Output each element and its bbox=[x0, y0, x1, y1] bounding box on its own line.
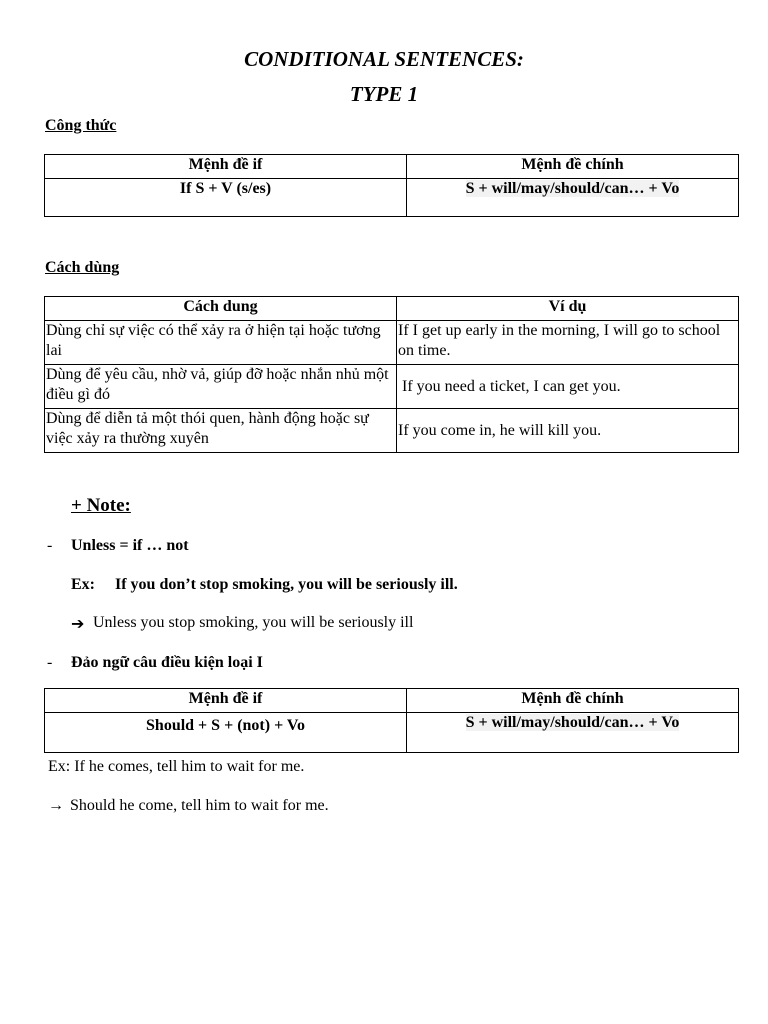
usage-cell: Dùng để diễn tả một thói quen, hành động hoặc sự việc xảy ra thường xuyên bbox=[45, 409, 397, 453]
unless-example: Unless you stop smoking, you will be seriously ill bbox=[93, 614, 414, 631]
arrow-right-icon: → bbox=[48, 797, 64, 814]
inversion-table bbox=[44, 688, 739, 753]
arrow-right-icon: ➔ bbox=[71, 616, 85, 633]
formula-table bbox=[44, 154, 739, 217]
example-sentence: If you don’t stop smoking, you will be seriously ill. bbox=[115, 576, 458, 593]
example-cell: If you come in, he will kill you. bbox=[397, 409, 739, 453]
table-row bbox=[45, 365, 739, 409]
inversion-result: Should he come, tell him to wait for me. bbox=[70, 797, 329, 814]
inversion-header-if: Mệnh đề if bbox=[45, 689, 407, 713]
section-heading-usage: Cách dùng bbox=[45, 259, 120, 276]
formula-header-if: Mệnh đề if bbox=[45, 155, 407, 179]
bullet-dash: - bbox=[47, 654, 53, 671]
page-subtitle: TYPE 1 bbox=[349, 82, 419, 106]
table-row bbox=[45, 321, 739, 365]
example-label: Ex: bbox=[71, 576, 95, 593]
page-title: CONDITIONAL SENTENCES: bbox=[244, 47, 524, 71]
inversion-main-text: S + will/may/should/can… + Vo bbox=[465, 714, 680, 731]
inversion-rule: Đảo ngữ câu điều kiện loại I bbox=[71, 654, 263, 671]
usage-header-example: Ví dụ bbox=[397, 297, 739, 321]
table-row bbox=[45, 409, 739, 453]
bullet-dash: - bbox=[47, 537, 53, 554]
note-heading: + Note: bbox=[71, 495, 131, 516]
usage-header-usage: Cách dung bbox=[45, 297, 397, 321]
formula-cell-main bbox=[407, 179, 739, 217]
usage-cell: Dùng chỉ sự việc có thể xảy ra ở hiện tại hoặc tương lai bbox=[45, 321, 397, 365]
usage-cell: Dùng để yêu cầu, nhờ vả, giúp đỡ hoặc nhắn nhủ một điều gì đó bbox=[45, 365, 397, 409]
example-cell: If I get up early in the morning, I will go to school on time. bbox=[397, 321, 739, 365]
section-heading-formula: Công thức bbox=[45, 117, 117, 134]
formula-cell-if: If S + V (s/es) bbox=[45, 179, 407, 217]
example-cell: If you need a ticket, I can get you. bbox=[397, 365, 739, 409]
formula-main-text: S + will/may/should/can… + Vo bbox=[465, 180, 680, 197]
inversion-cell-if: Should + S + (not) + Vo bbox=[45, 713, 407, 753]
inversion-example: Ex: If he comes, tell him to wait for me. bbox=[48, 758, 305, 775]
inversion-header-main: Mệnh đề chính bbox=[407, 689, 739, 713]
inversion-cell-main bbox=[407, 713, 739, 753]
unless-rule: Unless = if … not bbox=[71, 537, 189, 554]
usage-table bbox=[44, 296, 739, 453]
formula-header-main: Mệnh đề chính bbox=[407, 155, 739, 179]
